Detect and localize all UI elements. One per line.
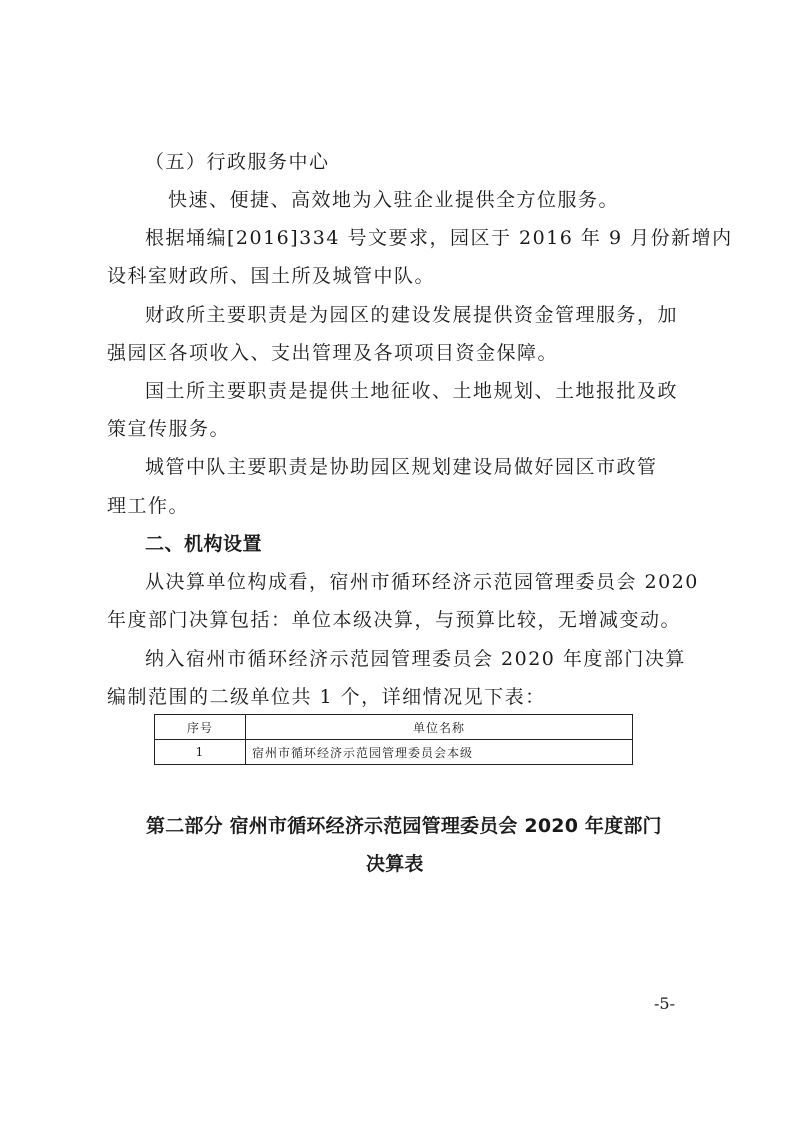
- section-heading-org-setup: 二、机构设置: [145, 533, 263, 555]
- paragraph-new-offices-line1: 根据埇编[2016]334 号文要求，园区于 2016 年 9 月份新增内: [145, 227, 733, 249]
- page-number: -5-: [654, 994, 675, 1013]
- paragraph-land-office-line1: 国土所主要职责是提供土地征收、土地规划、土地报批及政: [145, 380, 679, 402]
- paragraph-org-composition-line1: 从决算单位构成看，宿州市循环经济示范园管理委员会 2020: [145, 571, 699, 593]
- paragraph-urban-mgmt-line2: 理工作。: [107, 495, 190, 517]
- table-cell-unit-name: 宿州市循环经济示范园管理委员会本级: [246, 740, 633, 765]
- table-header-row: [155, 715, 633, 740]
- table-header-unit-name: 单位名称: [246, 715, 633, 740]
- paragraph-land-office-line2: 策宣传服务。: [107, 418, 231, 440]
- table-cell-number: 1: [155, 740, 246, 765]
- unit-table: [154, 714, 633, 765]
- part2-title-line1: 第二部分 宿州市循环经济示范园管理委员会 2020 年度部门: [146, 815, 662, 837]
- paragraph-urban-mgmt-line1: 城管中队主要职责是协助园区规划建设局做好园区市政管: [145, 456, 658, 478]
- table-header-number: 序号: [155, 715, 246, 740]
- paragraph-new-offices-line2: 设科室财政所、国土所及城管中队。: [107, 265, 436, 287]
- paragraph-finance-office-line2: 强园区各项收入、支出管理及各项项目资金保障。: [107, 342, 559, 364]
- section-heading-admin-service: （五）行政服务中心: [145, 151, 330, 173]
- table-row: [155, 740, 633, 765]
- paragraph-org-composition-line2: 年度部门决算包括：单位本级决算，与预算比较，无增减变动。: [107, 609, 682, 631]
- paragraph-admin-service: 快速、便捷、高效地为入驻企业提供全方位服务。: [168, 189, 620, 211]
- paragraph-org-scope-line2: 编制范围的二级单位共 1 个，详细情况见下表：: [107, 686, 546, 708]
- part2-title-line2: 决算表: [366, 853, 424, 875]
- paragraph-org-scope-line1: 纳入宿州市循环经济示范园管理委员会 2020 年度部门决算: [145, 648, 686, 670]
- paragraph-finance-office-line1: 财政所主要职责是为园区的建设发展提供资金管理服务，加: [145, 304, 679, 326]
